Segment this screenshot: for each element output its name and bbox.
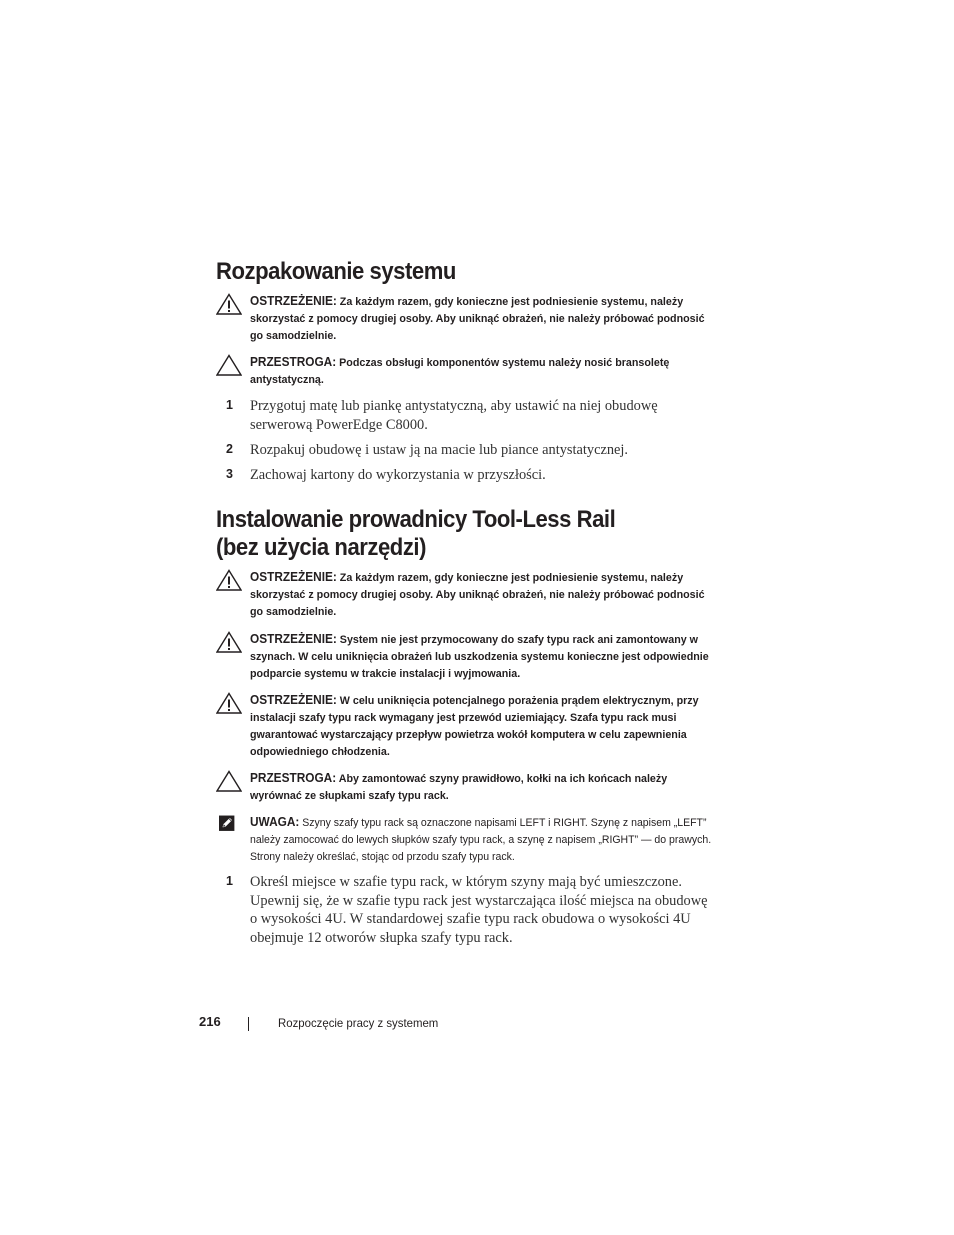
title-line-2: (bez użycia narzędzi)	[216, 534, 426, 561]
footer-divider	[248, 1017, 249, 1031]
step-item	[226, 466, 716, 485]
step-item	[226, 397, 716, 434]
notice-label: PRZESTROGA:	[250, 771, 337, 785]
step-number: 1	[226, 874, 233, 888]
notice-text: System nie jest przymocowany do szafy typu rack ani zamontowany w szynach. W celu uniknięcia obrażeń lub uszkodzenia systemu konieczne jest odpowiednie podparcie systemu w trakcie instalacji i wyjmowania.	[250, 634, 709, 680]
warning-notice	[216, 569, 726, 621]
footer-chapter: Rozpoczęcie pracy z systemem	[278, 1016, 439, 1030]
step-text: Zachowaj kartony do wykorzystania w przyszłości.	[250, 467, 546, 483]
notice-label: OSTRZEŻENIE:	[250, 294, 337, 308]
warning-notice	[216, 692, 726, 761]
caution-icon	[216, 354, 242, 376]
warning-icon	[216, 293, 242, 315]
step-text: Przygotuj matę lub piankę antystatyczną, aby ustawić na niej obudowę serwerową PowerEdge C8000.	[250, 398, 658, 433]
title-line-1: Instalowanie prowadnicy Tool-Less Rail	[216, 506, 616, 533]
caution-notice	[216, 770, 726, 805]
step-number: 3	[226, 467, 233, 481]
notice-text: Za każdym razem, gdy konieczne jest podniesienie systemu, należy skorzystać z pomocy drugiej osoby. Aby uniknąć obrażeń, nie należy próbować podnosić go samodzielnie.	[250, 296, 705, 342]
notice-label: UWAGA:	[250, 815, 300, 829]
notice-label: OSTRZEŻENIE:	[250, 693, 337, 707]
warning-icon	[216, 631, 242, 653]
warning-notice	[216, 631, 726, 683]
caution-notice	[216, 354, 726, 389]
step-item	[226, 873, 716, 947]
notice-label: OSTRZEŻENIE:	[250, 632, 337, 646]
notice-label: PRZESTROGA:	[250, 355, 337, 369]
step-number: 2	[226, 442, 233, 456]
notice-text: Za każdym razem, gdy konieczne jest podniesienie systemu, należy skorzystać z pomocy drugiej osoby. Aby uniknąć obrażeń, nie należy próbować podnosić go samodzielnie.	[250, 572, 705, 618]
notice-text: W celu uniknięcia potencjalnego porażenia prądem elektrycznym, przy instalacji szafy typu rack wymagany jest przewód uziemiający. Szafa typu rack musi gwarantować wystarczający przepływ powietrza wokół komputera w celu zapewnienia odpowiedniego chłodzenia.	[250, 695, 699, 758]
step-number: 1	[226, 398, 233, 412]
step-text: Określ miejsce w szafie typu rack, w którym szyny mają być umieszczone. Upewnij się, że w szafie typu rack jest wystarczająca ilość miejsca na obudowę o wysokości 4U. W standardowej szafie typu rack obudowa o wysokości 4U obejmuje 12 otworów słupka szafy typu rack.	[250, 874, 708, 946]
section-title-unpacking: Rozpakowanie systemu	[216, 258, 456, 285]
notice-text: Podczas obsługi komponentów systemu należy nosić bransoletę antystatyczną.	[250, 357, 670, 386]
notice-text: Szyny szafy typu rack są oznaczone napisami LEFT i RIGHT. Szynę z napisem „LEFT” należy zamocować do lewych słupków szafy typu rack, a szynę z napisem „RIGHT” — do prawych. Strony należy określać, stojąc od przodu szafy typu rack.	[250, 817, 712, 863]
warning-icon	[216, 692, 242, 714]
note-pencil-icon	[219, 814, 239, 834]
page-number: 216	[199, 1014, 221, 1029]
notice-label: OSTRZEŻENIE:	[250, 570, 337, 584]
section-title-rail-install	[216, 506, 615, 562]
step-item	[226, 441, 716, 460]
notice-text: Aby zamontować szyny prawidłowo, kołki na ich końcach należy wyrównać ze słupkami szafy typu rack.	[250, 773, 668, 802]
step-text: Rozpakuj obudowę i ustaw ją na macie lub piance antystatycznej.	[250, 442, 629, 458]
warning-notice	[216, 293, 726, 345]
caution-icon	[216, 770, 242, 792]
note-notice	[216, 814, 726, 866]
warning-icon	[216, 569, 242, 591]
